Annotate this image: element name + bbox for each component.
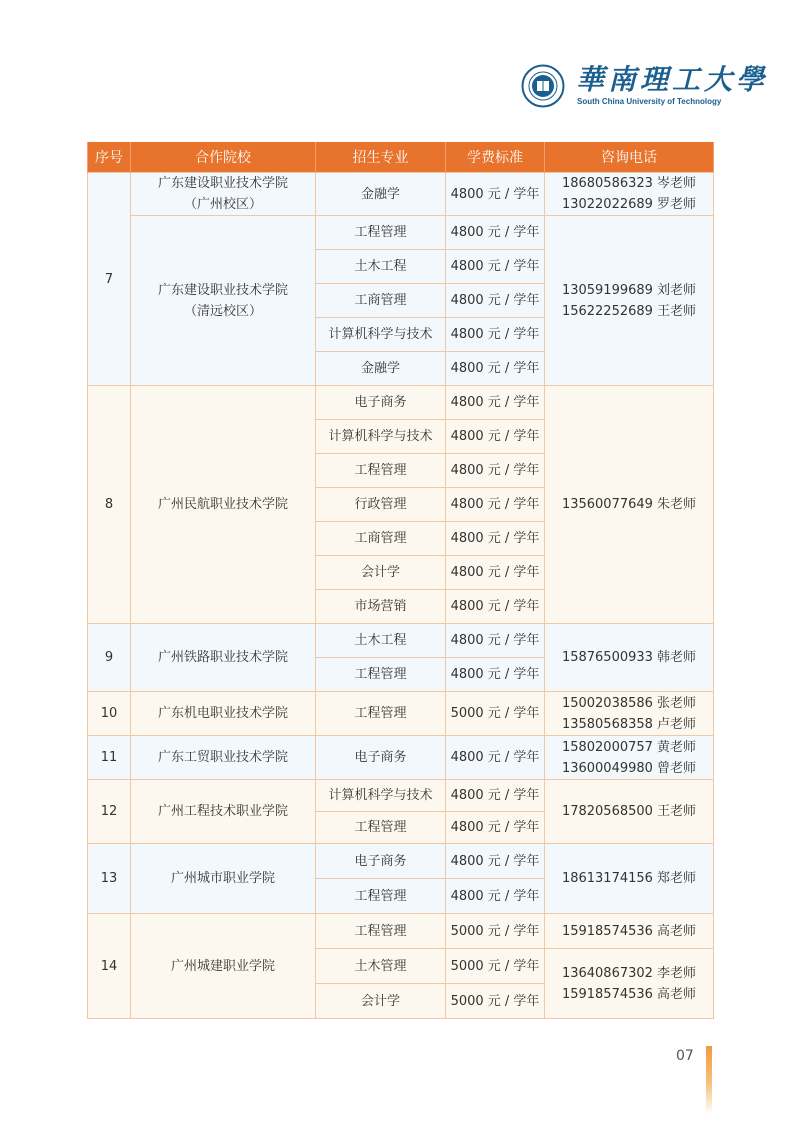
major-name: 土木工程: [316, 624, 446, 658]
row-index: 13: [88, 844, 131, 914]
fee-value: 4800 元 / 学年: [446, 454, 545, 488]
fee-value: 4800 元 / 学年: [446, 844, 545, 879]
page-number: 07: [676, 1048, 694, 1064]
row-index: 10: [88, 692, 131, 736]
major-name: 电子商务: [316, 386, 446, 420]
group-9: [88, 624, 714, 692]
table-row: [88, 216, 714, 250]
fee-value: 4800 元 / 学年: [446, 250, 545, 284]
header-fee: 学费标准: [446, 142, 545, 173]
row-index: 8: [88, 386, 131, 624]
major-name: 工程管理: [316, 216, 446, 250]
major-name: 工程管理: [316, 914, 446, 949]
fee-value: 4800 元 / 学年: [446, 879, 545, 914]
table-header-row: [88, 142, 714, 173]
table-row: [88, 692, 714, 736]
header-contact: 咨询电话: [545, 142, 714, 173]
contact-phones: 18680586323 岑老师 13022022689 罗老师: [545, 173, 714, 216]
major-name: 土木管理: [316, 949, 446, 984]
school-name: 广州民航职业技术学院: [131, 386, 316, 624]
university-logo: [521, 63, 769, 110]
contact-phones: 15002038586 张老师 13580568358 卢老师: [545, 692, 714, 736]
table-row: [88, 736, 714, 780]
fee-value: 4800 元 / 学年: [446, 522, 545, 556]
fee-value: 4800 元 / 学年: [446, 386, 545, 420]
row-index: 11: [88, 736, 131, 780]
table-row: [88, 844, 714, 879]
row-index: 7: [88, 173, 131, 386]
header-major: 招生专业: [316, 142, 446, 173]
major-name: 金融学: [316, 352, 446, 386]
major-name: 会计学: [316, 556, 446, 590]
major-name: 市场营销: [316, 590, 446, 624]
major-name: 电子商务: [316, 736, 446, 780]
fee-value: 4800 元 / 学年: [446, 736, 545, 780]
major-name: 电子商务: [316, 844, 446, 879]
major-name: 工商管理: [316, 284, 446, 318]
header-school: 合作院校: [131, 142, 316, 173]
contact-phones: 17820568500 王老师: [545, 780, 714, 844]
major-name: 行政管理: [316, 488, 446, 522]
row-index: 14: [88, 914, 131, 1019]
contact-phones: 15918574536 高老师: [545, 914, 714, 949]
school-name: 广州铁路职业技术学院: [131, 624, 316, 692]
fee-value: 5000 元 / 学年: [446, 692, 545, 736]
table-row: [88, 624, 714, 658]
major-name: 工程管理: [316, 879, 446, 914]
major-name: 金融学: [316, 173, 446, 216]
school-name: 广东建设职业技术学院 （广州校区）: [131, 173, 316, 216]
row-index: 9: [88, 624, 131, 692]
table-row: [88, 780, 714, 812]
major-name: 工程管理: [316, 692, 446, 736]
fee-value: 4800 元 / 学年: [446, 352, 545, 386]
major-name: 计算机科学与技术: [316, 318, 446, 352]
fee-value: 5000 元 / 学年: [446, 914, 545, 949]
school-name: 广东建设职业技术学院 （清远校区）: [131, 216, 316, 386]
header-index: 序号: [88, 142, 131, 173]
contact-phones: 13560077649 朱老师: [545, 386, 714, 624]
major-name: 计算机科学与技术: [316, 420, 446, 454]
fee-value: 4800 元 / 学年: [446, 624, 545, 658]
fee-value: 4800 元 / 学年: [446, 173, 545, 216]
logo-english-name: South China University of Technology: [577, 97, 722, 106]
fee-value: 4800 元 / 学年: [446, 556, 545, 590]
fee-value: 5000 元 / 学年: [446, 984, 545, 1019]
fee-value: 4800 元 / 学年: [446, 488, 545, 522]
school-name: 广州城市职业学院: [131, 844, 316, 914]
table-row: [88, 173, 714, 216]
table-row: [88, 386, 714, 420]
group-7: [88, 173, 714, 386]
group-12: [88, 780, 714, 844]
row-index: 12: [88, 780, 131, 844]
fee-value: 4800 元 / 学年: [446, 420, 545, 454]
school-name: 广州工程技术职业学院: [131, 780, 316, 844]
group-11: [88, 736, 714, 780]
major-name: 工程管理: [316, 454, 446, 488]
fee-value: 4800 元 / 学年: [446, 216, 545, 250]
fee-value: 5000 元 / 学年: [446, 949, 545, 984]
major-name: 计算机科学与技术: [316, 780, 446, 812]
page-edge-accent-bar: [706, 1046, 712, 1114]
contact-phones: 15876500933 韩老师: [545, 624, 714, 692]
major-name: 会计学: [316, 984, 446, 1019]
fee-value: 4800 元 / 学年: [446, 284, 545, 318]
contact-phones: 13640867302 李老师 15918574536 高老师: [545, 949, 714, 1019]
fee-value: 4800 元 / 学年: [446, 590, 545, 624]
school-name: 广东机电职业技术学院: [131, 692, 316, 736]
group-13: [88, 844, 714, 914]
logo-chinese-name: 華南理工大學: [576, 63, 769, 96]
group-8: [88, 386, 714, 624]
fee-value: 4800 元 / 学年: [446, 658, 545, 692]
contact-phones: 13059199689 刘老师 15622252689 王老师: [545, 216, 714, 386]
group-14: [88, 914, 714, 1019]
fee-value: 4800 元 / 学年: [446, 780, 545, 812]
table-row: [88, 914, 714, 949]
university-seal-icon: [521, 64, 565, 108]
major-name: 工商管理: [316, 522, 446, 556]
group-10: [88, 692, 714, 736]
contact-phones: 15802000757 黄老师 13600049980 曾老师: [545, 736, 714, 780]
school-name: 广州城建职业学院: [131, 914, 316, 1019]
major-name: 工程管理: [316, 812, 446, 844]
admissions-table: [87, 142, 714, 1019]
contact-phones: 18613174156 郑老师: [545, 844, 714, 914]
fee-value: 4800 元 / 学年: [446, 318, 545, 352]
school-name: 广东工贸职业技术学院: [131, 736, 316, 780]
fee-value: 4800 元 / 学年: [446, 812, 545, 844]
major-name: 土木工程: [316, 250, 446, 284]
major-name: 工程管理: [316, 658, 446, 692]
